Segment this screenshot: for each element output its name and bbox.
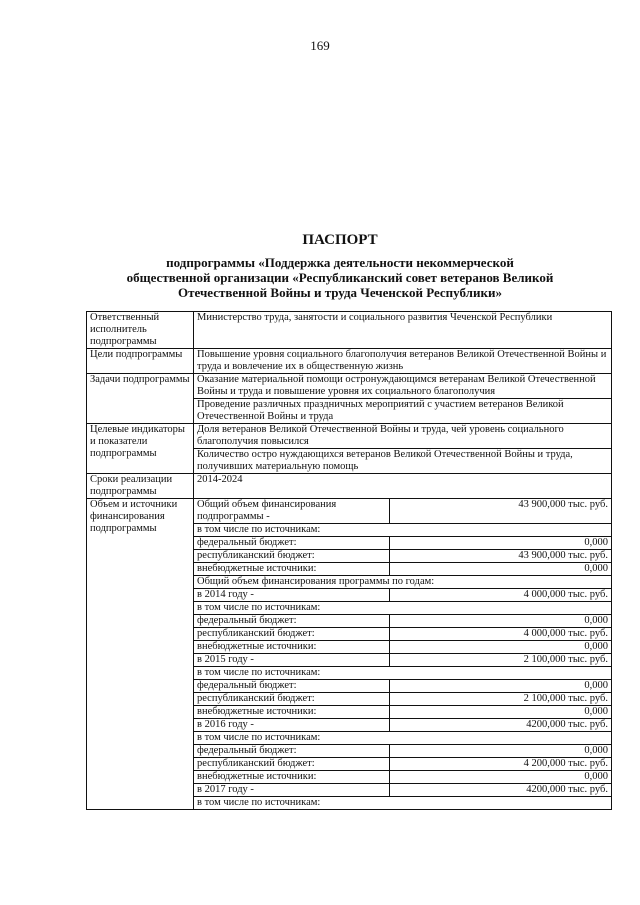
funding-amount: 0,000 [390, 563, 612, 576]
funding-item: в 2017 году - [194, 784, 390, 797]
funding-item: республиканский бюджет: [194, 550, 390, 563]
value-indicator: Количество остро нуждающихся ветеранов Великой Отечественной Войны и труда, получивших материальную помощь [194, 449, 612, 474]
value-indicator: Доля ветеранов Великой Отечественной Войны и труда, чей уровень социального благополучия повысился [194, 424, 612, 449]
row-indicators [87, 424, 612, 449]
value-task: Проведение различных праздничных мероприятий с участием ветеранов Великой Отечественной Войны и труда [194, 399, 612, 424]
label-terms: Сроки реализации подпрограммы [87, 474, 194, 499]
funding-amount: 43 900,000 тыс. руб. [390, 550, 612, 563]
row-terms [87, 474, 612, 499]
funding-item: в том числе по источникам: [194, 797, 612, 810]
label-goals: Цели подпрограммы [87, 349, 194, 374]
funding-amount: 2 100,000 тыс. руб. [390, 654, 612, 667]
funding-amount: 0,000 [390, 771, 612, 784]
subtitle-line: подпрограммы «Поддержка деятельности некоммерческой [166, 255, 514, 270]
value-executor: Министерство труда, занятости и социального развития Чеченской Республики [194, 312, 612, 349]
page-number: 169 [310, 38, 330, 53]
funding-item: в 2015 году - [194, 654, 390, 667]
document-subtitle [60, 255, 620, 300]
funding-amount: 0,000 [390, 706, 612, 719]
funding-amount: 43 900,000 тыс. руб. [390, 499, 612, 524]
funding-item: республиканский бюджет: [194, 758, 390, 771]
funding-amount: 0,000 [390, 641, 612, 654]
funding-amount: 0,000 [390, 615, 612, 628]
funding-amount: 4200,000 тыс. руб. [390, 719, 612, 732]
funding-row [87, 499, 612, 524]
row-executor [87, 312, 612, 349]
value-task: Оказание материальной помощи остронуждающимся ветеранам Великой Отечественной Войны и труда и повышение уровня их социального благополучия [194, 374, 612, 399]
funding-item: федеральный бюджет: [194, 615, 390, 628]
value-goals: Повышение уровня социального благополучия ветеранов Великой Отечественной Войны и труда и вовлечение их в общественную жизнь [194, 349, 612, 374]
funding-amount: 4 200,000 тыс. руб. [390, 758, 612, 771]
label-indicators: Целевые индикаторы и показатели подпрограммы [87, 424, 194, 474]
label-tasks: Задачи подпрограммы [87, 374, 194, 424]
funding-item: федеральный бюджет: [194, 745, 390, 758]
funding-item: республиканский бюджет: [194, 693, 390, 706]
funding-item: внебюджетные источники: [194, 563, 390, 576]
title-block [60, 232, 620, 300]
funding-item: Общий объем финансирования программы по годам: [194, 576, 612, 589]
passport-table [86, 311, 612, 810]
funding-item: в том числе по источникам: [194, 602, 612, 615]
funding-item: федеральный бюджет: [194, 680, 390, 693]
row-tasks [87, 374, 612, 399]
label-funding: Объем и источники финансирования подпрограммы [87, 499, 194, 810]
funding-item: в том числе по источникам: [194, 524, 612, 537]
subtitle-line: общественной организации «Республиканский совет ветеранов Великой [126, 270, 554, 285]
funding-amount: 4200,000 тыс. руб. [390, 784, 612, 797]
funding-item: в том числе по источникам: [194, 732, 612, 745]
funding-amount: 0,000 [390, 537, 612, 550]
funding-item: внебюджетные источники: [194, 706, 390, 719]
label-executor: Ответственный исполнитель подпрограммы [87, 312, 194, 349]
funding-item: в том числе по источникам: [194, 667, 612, 680]
subtitle-line: Отечественной Войны и труда Чеченской Республики» [178, 285, 502, 300]
funding-item: в 2014 году - [194, 589, 390, 602]
funding-amount: 2 100,000 тыс. руб. [390, 693, 612, 706]
funding-amount: 0,000 [390, 680, 612, 693]
funding-item: республиканский бюджет: [194, 628, 390, 641]
funding-amount: 4 000,000 тыс. руб. [390, 628, 612, 641]
funding-item: федеральный бюджет: [194, 537, 390, 550]
funding-amount: 0,000 [390, 745, 612, 758]
funding-amount: 4 000,000 тыс. руб. [390, 589, 612, 602]
funding-item: в 2016 году - [194, 719, 390, 732]
funding-item: внебюджетные источники: [194, 771, 390, 784]
row-goals [87, 349, 612, 374]
document-title: ПАСПОРТ [302, 232, 378, 248]
value-terms: 2014-2024 [194, 474, 612, 499]
funding-item: Общий объем финансирования подпрограммы - [194, 499, 390, 524]
funding-item: внебюджетные источники: [194, 641, 390, 654]
